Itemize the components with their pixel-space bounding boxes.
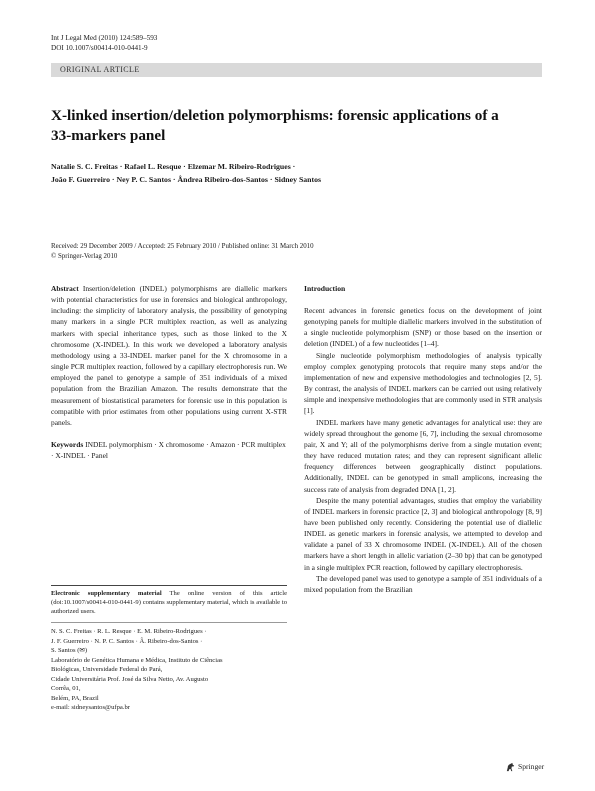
supplementary-material-note	[51, 589, 287, 616]
doi: DOI 10.1007/s00414-010-0441-9	[51, 44, 148, 52]
author-line-2: João F. Guerreiro · Ney P. C. Santos · Ândrea Ribeiro-dos-Santos · Sidney Santos	[51, 175, 322, 184]
affiliation-names-3: S. Santos (✉)	[51, 647, 88, 654]
journal-citation	[51, 33, 157, 53]
left-column	[51, 283, 287, 461]
intro-paragraph-4: Despite the many potential advantages, studies that employ the variability of INDEL markers in forensic practice [2, 3] and biological anthropology [8, 9] have been published only recently. Considering the potential use of diallelic INDEL as genetic markers in forensic analysis, we attempted to develop and validate a panel of 33 X chromosome INDEL (X-INDEL). All of the chosen markers have a short length in allelic variation (2–30 bp) that can be genotyped in a single multiplex PCR reaction, followed by capillary electrophoresis.	[304, 495, 542, 572]
abstract-label: Abstract	[51, 284, 79, 293]
publisher-name: Springer	[518, 762, 545, 771]
abstract-text: Insertion/deletion (INDEL) polymorphisms are diallelic markers with potential characteristics for use in forensics and biological anthropology, including: the simplicity of laboratory analysis, the possibility of genotyping many markers in a single PCR multiplex reaction, as well as analyzing markers with special inheritance types, such as those linked to the X chromosome (X-INDEL). In this work we developed a laboratory analysis methodology using a 33-INDEL marker panel for the X chromosome in a single PCR multiplex reaction, followed by a capillary electrophoresis run. We employed the panel to genotype a sample of 351 individuals of a mixed population from the Brazilian Amazon. The results demonstrate that the measurement of biostatistical parameters for forensic use in this population is compatible with prior estimates from other populations using current X-STR panels.	[51, 284, 287, 427]
article-type-banner	[51, 63, 542, 77]
publication-dates: Received: 29 December 2009 / Accepted: 25 February 2010 / Published online: 31 March 2010	[51, 243, 314, 250]
abstract	[51, 283, 287, 428]
footnote-divider	[51, 585, 287, 586]
affiliation-institution-2: Biológicas, Universidade Federal do Pará,	[51, 666, 163, 673]
publication-history	[51, 242, 542, 261]
affiliation-address-2: Corrêa, 01,	[51, 685, 81, 692]
article-type-label: ORIGINAL ARTICLE	[60, 65, 140, 74]
intro-paragraph-5: The developed panel was used to genotype a sample of 351 individuals of a mixed population from the Brazilian	[304, 573, 542, 594]
affiliation-divider	[51, 622, 287, 623]
affiliation-city: Belém, PA, Brazil	[51, 694, 99, 702]
publisher-logo	[505, 761, 544, 773]
affiliation-address-1: Cidade Universitária Prof. José da Silva Netto, Av. Augusto	[51, 675, 209, 683]
article-title: X-linked insertion/deletion polymorphisms: forensic applications of a 33-markers panel	[51, 107, 499, 144]
keywords	[51, 439, 287, 461]
intro-paragraph-2: Single nucleotide polymorphism methodologies of analysis typically employ complex genotyping protocols that require many steps and/or the implementation of new and expensive methodologies and technologies [2, 5]. By contrast, the analysis of INDEL markers can be carried out using relatively simple and inexpensive methodologies that are commonly used in STR analysis [1].	[304, 350, 542, 416]
introduction-heading: Introduction	[304, 284, 346, 293]
affiliation-names-2: J. F. Guerreiro · N. P. C. Santos · Â. Ribeiro-dos-Santos ·	[51, 637, 203, 645]
author-line-1: Natalie S. C. Freitas · Rafael L. Resque · Elzemar M. Ribeiro-Rodrigues ·	[51, 162, 296, 171]
affiliation-names-1: N. S. C. Freitas · R. L. Resque · E. M. Ribeiro-Rodrigues ·	[51, 628, 207, 635]
journal-reference: Int J Legal Med (2010) 124:589–593	[51, 34, 158, 42]
affiliation-institution-1: Laboratório de Genética Humana e Médica, Instituto de Ciências	[51, 656, 223, 664]
esm-label: Electronic supplementary material	[51, 590, 162, 597]
corresponding-email[interactable]: e-mail: sidneysantos@ufpa.br	[51, 704, 130, 711]
esm-text: The online version of this article (doi:10.1007/s00414-010-0441-9) contains supplementary material, which is available to authorized users.	[51, 590, 287, 615]
author-list	[51, 160, 541, 186]
keywords-text: INDEL polymorphism · X chromosome · Amazon · PCR multiplex · X-INDEL · Panel	[51, 440, 286, 461]
author-affiliation	[51, 627, 287, 713]
copyright-notice: © Springer-Verlag 2010	[51, 252, 118, 260]
intro-paragraph-1: Recent advances in forensic genetics focus on the development of joint genotyping panels for multiple diallelic markers involved in the substitution of a single nucleotide polymorphism (SNP) or those based on the insertion or deletion (INDEL) of a few nucleotides [1–4].	[304, 306, 542, 349]
springer-horse-icon	[505, 762, 516, 773]
intro-paragraph-3: INDEL markers have many genetic advantages for analytical use: they are widely spread throughout the genome [6, 7], including the sexual chromosome pair, X and Y; all of the polymorphisms derive from a single mutation event; they have reduced mutation rates; and they can represent significant allelic frequency differences between geographically distinct populations. Additionally, INDEL can be genotyped in small amplicons, increasing the success rate of analysis from degraded DNA [1, 2].	[304, 417, 542, 494]
right-column	[304, 283, 542, 595]
keywords-label: Keywords	[51, 440, 84, 450]
